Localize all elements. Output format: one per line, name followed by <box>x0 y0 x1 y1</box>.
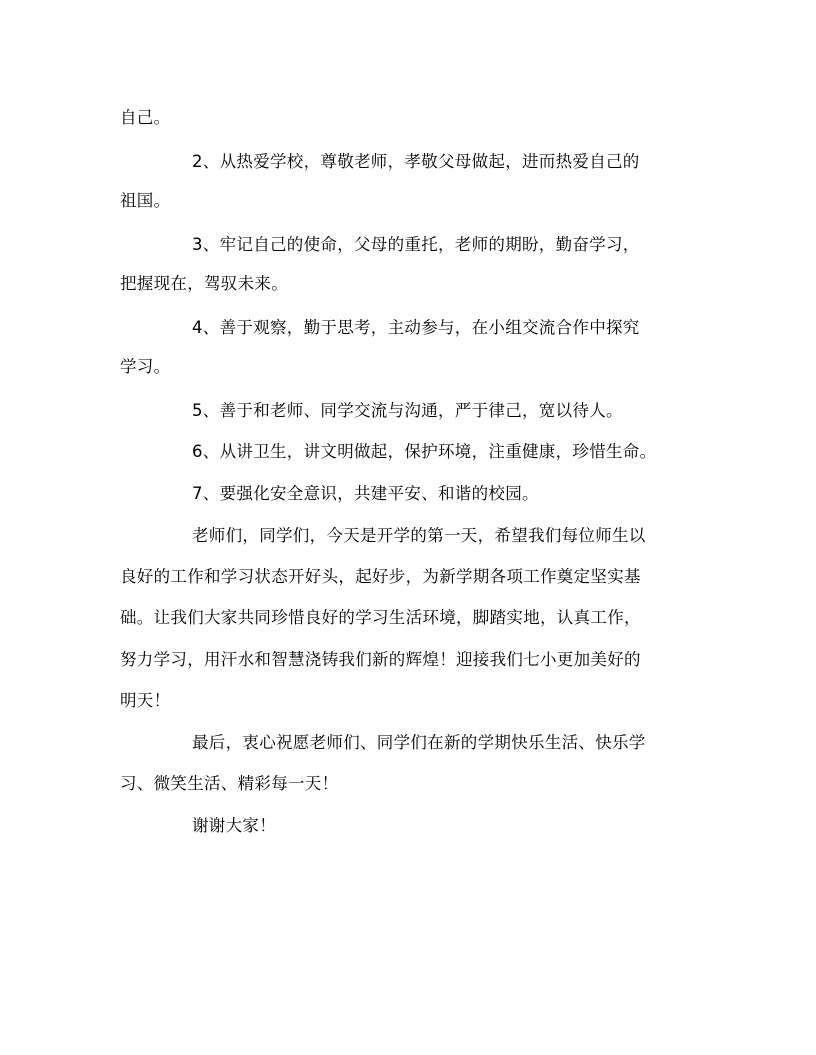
text-line: 良好的工作和学习状态开好头，起好步，为新学期各项工作奠定坚实基 <box>120 567 641 586</box>
text-line: 祖国。 <box>120 191 171 210</box>
text-line: 老师们，同学们，今天是开学的第一天，希望我们每位师生以 <box>192 526 646 545</box>
text-line: 7、要强化安全意识，共建平安、和谐的校园。 <box>192 484 539 503</box>
text-line: 础。让我们大家共同珍惜良好的学习生活环境，脚踏实地，认真工作， <box>120 608 641 627</box>
text-line: 5、善于和老师、同学交流与沟通，严于律己，宽以待人。 <box>192 401 623 420</box>
text-line: 明天！ <box>120 691 171 710</box>
text-line: 谢谢大家！ <box>192 816 276 835</box>
text-line: 把握现在，驾驭未来。 <box>120 274 288 293</box>
text-line: 3、牢记自己的使命，父母的重托，老师的期盼，勤奋学习， <box>192 235 640 254</box>
text-line: 6、从讲卫生，讲文明做起，保护环境，注重健康，珍惜生命。 <box>192 442 657 461</box>
text-line: 最后，衷心祝愿老师们、同学们在新的学期快乐生活、快乐学 <box>192 733 646 752</box>
text-line: 努力学习，用汗水和智慧浇铸我们新的辉煌！迎接我们七小更加美好的 <box>120 650 641 669</box>
text-line: 学习。 <box>120 357 171 376</box>
text-line: 2、从热爱学校，尊敬老师，孝敬父母做起，进而热爱自己的 <box>192 152 640 171</box>
text-line: 习、微笑生活、精彩每一天！ <box>120 774 339 793</box>
text-line: 自己。 <box>120 108 171 127</box>
text-line: 4、善于观察，勤于思考，主动参与，在小组交流合作中探究 <box>192 318 640 337</box>
